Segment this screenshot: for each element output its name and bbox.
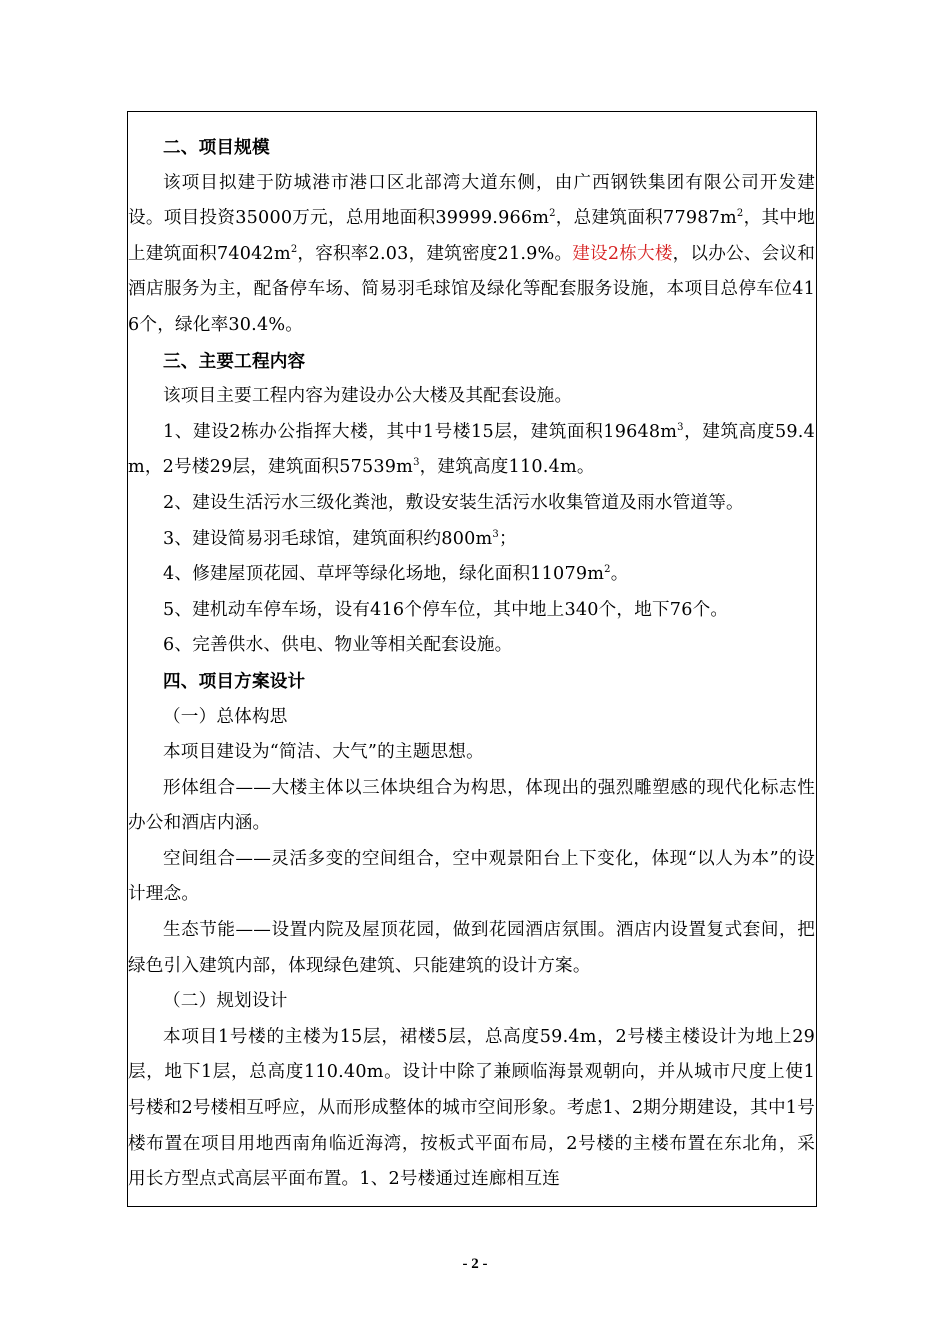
list-item-5: 5、建机动车停车场，设有416个停车位，其中地上340个，地下76个。 [163,599,729,620]
subheading-planning: （二）规划设计 [163,991,288,1012]
section-heading-works: 三、主要工程内容 [163,350,306,372]
list-item-6: 6、完善供水、供电、物业等相关配套设施。 [163,635,513,656]
section-heading-design: 四、项目方案设计 [163,670,306,692]
paragraph-concept-3: 空间组合——灵活多变的空间组合，空中观景阳台上下变化，体现“以人为本”的设计理念。 [128,848,815,905]
subheading-concept: （一）总体构思 [163,706,288,727]
paragraph-concept-1: 本项目建设为“简洁、大气”的主题思想。 [163,742,484,763]
paragraph-concept-4: 生态节能——设置内院及屋顶花园，做到花园酒店氛围。酒店内设置复式套间，把绿色引入建筑内部，体现绿色建筑、只能建筑的设计方案。 [128,920,815,976]
list-item-2: 2、建设生活污水三级化粪池，敷设安装生活污水收集管道及雨水管道等。 [163,492,744,513]
page-number: - 2 - [462,1256,488,1272]
list-item-1: 1、建设2栋办公指挥大楼，其中1号楼15层，建筑面积$19648m^3$，建筑高度59.4m，2号楼29层，建筑面积$57539m^3$，建筑高度110.4m。 [128,421,815,478]
section-heading-scale: 二、项目规模 [163,137,270,158]
list-item-4: 4、修建屋顶花园、草坪等绿化场地，绿化面积$11079m^2$。 [163,564,629,585]
paragraph-scale: 该项目拟建于防城港市港口区北部湾大道东侧，由广西钢铁集团有限公司开发建设。项目投资35000万元，总用地面积$39999.966m^2$，总建筑面积$77987m^2$，其中地上建筑面积$74042m^2$，容积率2.03，建筑密度21.9%。建设2栋大楼，以办公、会议和酒店服务为主，配备停车场、简易羽毛球馆及绿化等配套服务设施，本项目总停车位416个，绿化率30.4%。 [128,172,816,335]
content-frame [127,111,817,1207]
paragraph-works-intro: 该项目主要工程内容为建设办公大楼及其配套设施。 [163,386,573,407]
list-item-3: 3、建设简易羽毛球馆，建筑面积约$800m^3$； [163,528,517,549]
paragraph-concept-2: 形体组合——大楼主体以三体块组合为构思，体现出的强烈雕塑感的现代化标志性办公和酒店内涵。 [128,777,815,834]
paragraph-planning: 本项目1号楼的主楼为15层，裙楼5层，总高度59.4m，2号楼主楼设计为地上29层，地下1层，总高度110.40m。设计中除了兼顾临海景观朝向，并从城市尺度上使1号楼和2号楼相互呼应，从而形成整体的城市空间形象。考虑1、2期分期建设，其中1号楼布置在项目用地西南角临近海湾，按板式平面布局，2号楼的主楼布置在东北角，采用长方型点式高层平面布置。1、2号楼通过连廊相互连 [128,1026,815,1190]
document-body [128,130,816,1198]
highlighted-text: 建设2栋大楼 [572,243,673,264]
